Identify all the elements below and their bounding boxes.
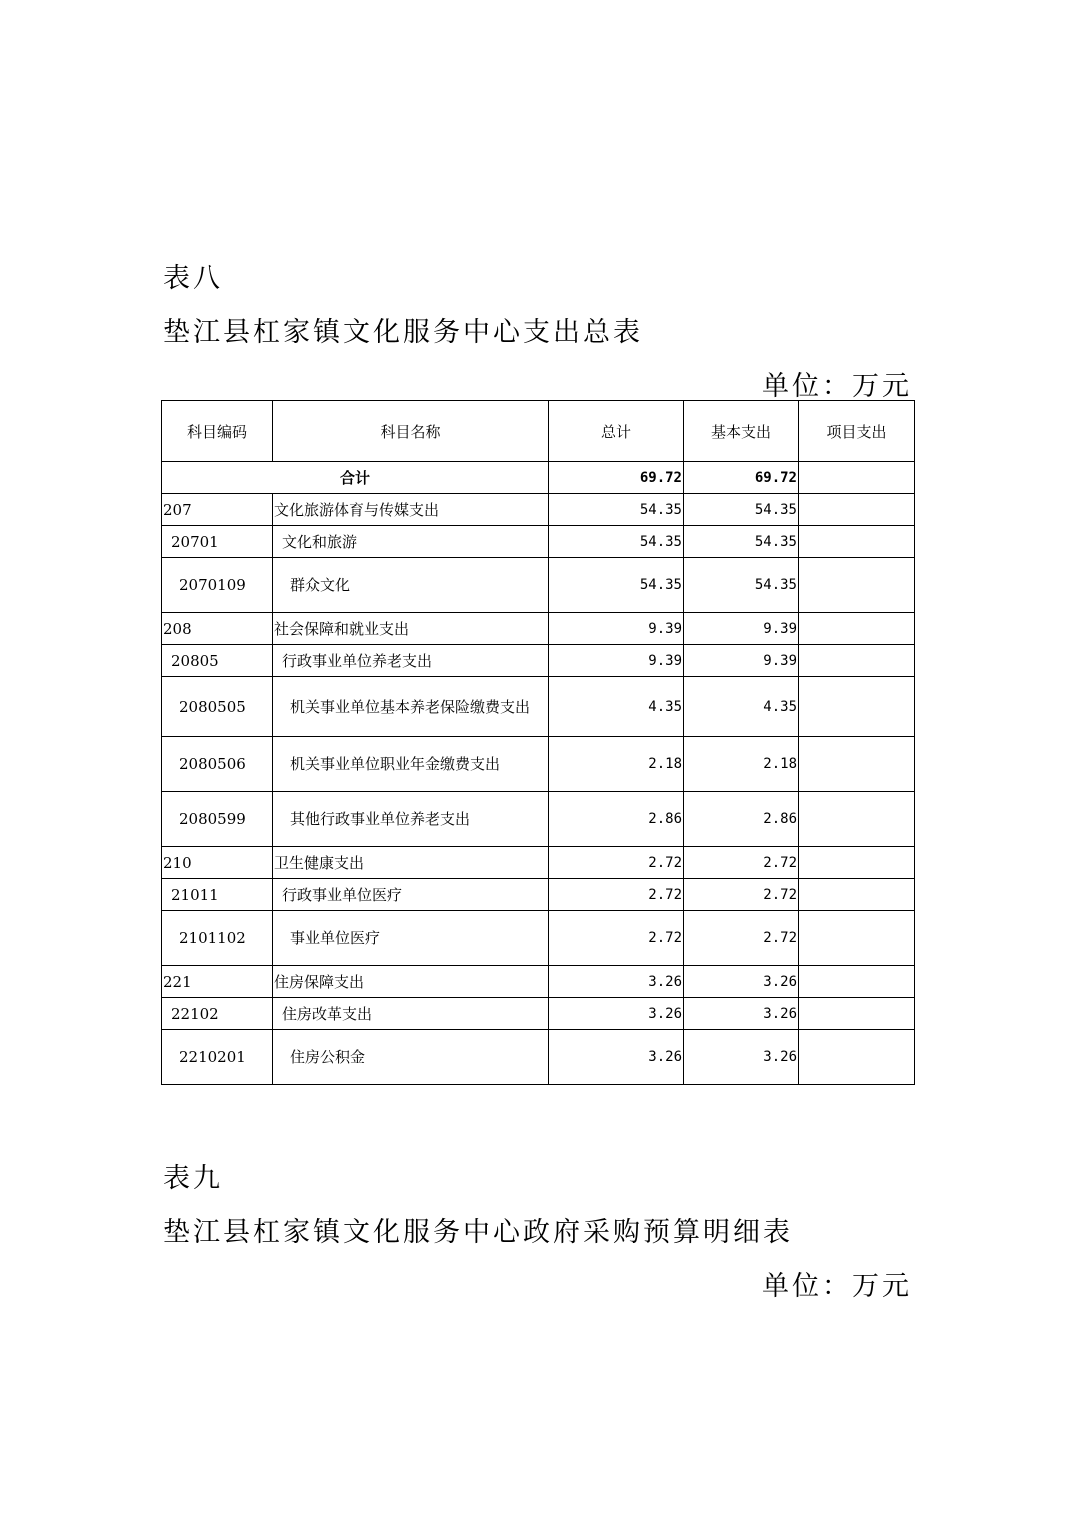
row-total: 54.35 <box>549 558 684 613</box>
row-total: 4.35 <box>549 677 684 737</box>
row-total: 2.72 <box>549 879 684 911</box>
row-name: 群众文化 <box>273 558 549 613</box>
header-name: 科目名称 <box>273 401 549 462</box>
row-basic: 2.86 <box>684 792 799 847</box>
row-name: 社会保障和就业支出 <box>273 613 549 645</box>
row-basic: 2.72 <box>684 847 799 879</box>
row-project <box>799 966 915 998</box>
row-code: 2070109 <box>162 558 273 613</box>
table-row <box>162 1030 915 1085</box>
expenditure-summary-table <box>161 400 915 1085</box>
row-code: 2080505 <box>162 677 273 737</box>
row-total: 9.39 <box>549 645 684 677</box>
row-code: 20805 <box>162 645 273 677</box>
total-row <box>162 462 915 494</box>
row-total: 9.39 <box>549 613 684 645</box>
table-row <box>162 792 915 847</box>
row-name: 行政事业单位医疗 <box>273 879 549 911</box>
row-project <box>799 998 915 1030</box>
table8-label: 表八 <box>163 263 223 294</box>
row-total: 3.26 <box>549 1030 684 1085</box>
table-row <box>162 526 915 558</box>
row-code: 2101102 <box>162 911 273 966</box>
row-project <box>799 847 915 879</box>
row-name: 文化和旅游 <box>273 526 549 558</box>
row-basic: 54.35 <box>684 526 799 558</box>
row-project <box>799 1030 915 1085</box>
row-project <box>799 879 915 911</box>
row-code: 2080599 <box>162 792 273 847</box>
row-name: 机关事业单位职业年金缴费支出 <box>273 737 549 792</box>
table-row <box>162 737 915 792</box>
row-name: 住房改革支出 <box>273 998 549 1030</box>
row-total: 3.26 <box>549 998 684 1030</box>
table-row <box>162 966 915 998</box>
total-label: 合计 <box>162 462 549 494</box>
row-project <box>799 737 915 792</box>
table-row <box>162 879 915 911</box>
table8-unit: 单位：万元 <box>762 371 912 402</box>
row-basic: 9.39 <box>684 613 799 645</box>
row-project <box>799 558 915 613</box>
header-basic: 基本支出 <box>684 401 799 462</box>
row-basic: 9.39 <box>684 645 799 677</box>
row-project <box>799 526 915 558</box>
row-total: 2.72 <box>549 847 684 879</box>
row-name: 事业单位医疗 <box>273 911 549 966</box>
row-project <box>799 911 915 966</box>
header-total: 总计 <box>549 401 684 462</box>
row-basic: 3.26 <box>684 1030 799 1085</box>
total-project <box>799 462 915 494</box>
row-name: 行政事业单位养老支出 <box>273 645 549 677</box>
row-name: 文化旅游体育与传媒支出 <box>273 494 549 526</box>
row-project <box>799 613 915 645</box>
row-basic: 2.72 <box>684 911 799 966</box>
header-code: 科目编码 <box>162 401 273 462</box>
row-code: 207 <box>162 494 273 526</box>
total-total: 69.72 <box>549 462 684 494</box>
row-code: 20701 <box>162 526 273 558</box>
row-total: 2.86 <box>549 792 684 847</box>
table-row <box>162 645 915 677</box>
table9-title: 垫江县杠家镇文化服务中心政府采购预算明细表 <box>163 1217 793 1248</box>
row-name: 其他行政事业单位养老支出 <box>273 792 549 847</box>
table-row <box>162 558 915 613</box>
row-name: 住房保障支出 <box>273 966 549 998</box>
table9-unit: 单位：万元 <box>762 1271 912 1302</box>
row-code: 22102 <box>162 998 273 1030</box>
row-basic: 54.35 <box>684 494 799 526</box>
row-project <box>799 494 915 526</box>
row-basic: 54.35 <box>684 558 799 613</box>
row-basic: 2.18 <box>684 737 799 792</box>
total-basic: 69.72 <box>684 462 799 494</box>
row-basic: 3.26 <box>684 998 799 1030</box>
row-code: 2210201 <box>162 1030 273 1085</box>
row-code: 21011 <box>162 879 273 911</box>
row-name: 机关事业单位基本养老保险缴费支出 <box>273 677 549 737</box>
table-row <box>162 847 915 879</box>
row-project <box>799 677 915 737</box>
row-total: 2.18 <box>549 737 684 792</box>
row-project <box>799 645 915 677</box>
table-row <box>162 911 915 966</box>
row-total: 54.35 <box>549 526 684 558</box>
row-total: 2.72 <box>549 911 684 966</box>
table-row <box>162 998 915 1030</box>
row-code: 210 <box>162 847 273 879</box>
table-row <box>162 677 915 737</box>
row-basic: 3.26 <box>684 966 799 998</box>
table-row <box>162 613 915 645</box>
table-row <box>162 494 915 526</box>
row-code: 2080506 <box>162 737 273 792</box>
table9-label: 表九 <box>163 1163 223 1194</box>
row-basic: 2.72 <box>684 879 799 911</box>
row-total: 54.35 <box>549 494 684 526</box>
row-total: 3.26 <box>549 966 684 998</box>
row-project <box>799 792 915 847</box>
header-project: 项目支出 <box>799 401 915 462</box>
row-basic: 4.35 <box>684 677 799 737</box>
row-name: 住房公积金 <box>273 1030 549 1085</box>
table8-title: 垫江县杠家镇文化服务中心支出总表 <box>163 317 643 348</box>
row-name: 卫生健康支出 <box>273 847 549 879</box>
row-code: 208 <box>162 613 273 645</box>
row-code: 221 <box>162 966 273 998</box>
